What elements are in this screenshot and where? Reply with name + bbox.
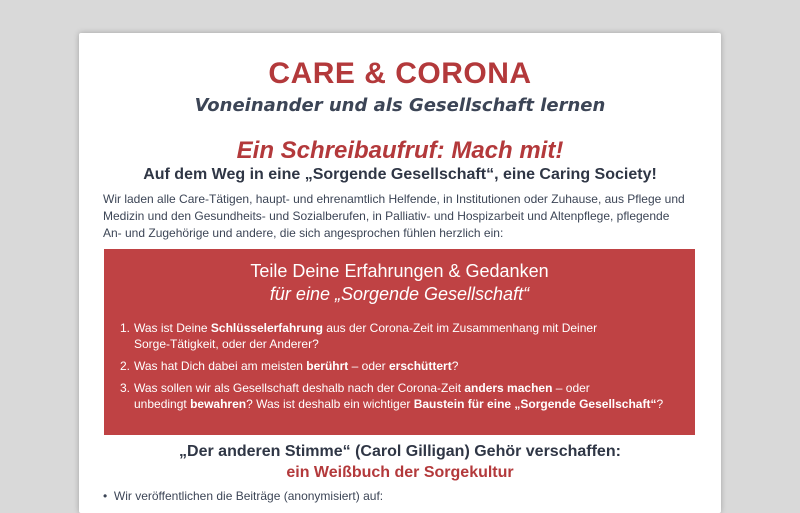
weissbuch-heading: ein Weißbuch der Sorgekultur <box>286 464 514 481</box>
document-page <box>79 33 721 513</box>
question-emphasis: erschüttert <box>389 359 452 373</box>
call-subtitle: Auf dem Weg in eine „Sorgende Gesellschaft“, eine Caring Society! <box>143 166 657 183</box>
question-number: 2. <box>120 359 131 373</box>
question-fragment: Sorge-Tätigkeit, oder der Anderer? <box>134 337 319 351</box>
question-text <box>134 380 663 412</box>
question-fragment: – oder <box>348 359 389 373</box>
intro-line: Wir laden alle Care-Tätigen, haupt- und ehrenamtlich Helfende, in Institutionen oder Zuhause, aus Pflege und <box>103 192 685 206</box>
intro-line: An- und Zugehörige und andere, die sich angesprochen fühlen herzlich ein: <box>103 226 504 240</box>
question-fragment: aus der Corona-Zeit im Zusammenhang mit Deiner <box>322 321 598 335</box>
box-title: Teile Deine Erfahrungen & Gedanken <box>250 261 549 281</box>
main-subtitle: Voneinander und als Gesellschaft lernen <box>194 95 606 116</box>
question-text <box>134 320 597 352</box>
question-item <box>120 380 679 412</box>
intro-line: Medizin und den Gesundheits- und Sozialberufen, in Palliativ- und Hospizarbeit und Altenpflege, pflegende <box>103 209 670 223</box>
question-item <box>120 358 679 374</box>
question-fragment: Was ist Deine <box>134 321 211 335</box>
question-number: 1. <box>120 321 131 335</box>
question-fragment: ? <box>451 359 459 373</box>
question-emphasis: anders machen <box>464 381 553 395</box>
publication-bullet <box>103 489 383 503</box>
question-list <box>120 320 679 418</box>
question-item <box>120 320 679 352</box>
bullet-glyph: • <box>103 489 108 503</box>
call-title: Ein Schreibaufruf: Mach mit! <box>236 137 564 164</box>
intro-paragraph <box>103 191 697 242</box>
question-fragment: ? Was ist deshalb ein wichtiger <box>246 397 414 411</box>
gilligan-heading: „Der anderen Stimme“ (Carol Gilligan) Gehör verschaffen: <box>179 443 621 460</box>
questions-box <box>104 249 695 435</box>
question-emphasis: berührt <box>306 359 349 373</box>
main-title: CARE & CORONA <box>268 57 532 90</box>
question-fragment: unbedingt <box>134 397 191 411</box>
question-text <box>134 358 458 374</box>
question-emphasis: bewahren <box>190 397 247 411</box>
question-fragment: Was hat Dich dabei am meisten <box>134 359 307 373</box>
publication-text: Wir veröffentlichen die Beiträge (anonymisiert) auf: <box>113 489 384 503</box>
question-emphasis: Schlüsselerfahrung <box>210 321 323 335</box>
box-subtitle: für eine „Sorgende Gesellschaft“ <box>269 284 530 304</box>
question-fragment: – oder <box>552 381 590 395</box>
question-number: 3. <box>120 381 131 395</box>
question-emphasis: Baustein für eine „Sorgende Gesellschaft“ <box>413 397 657 411</box>
question-fragment: Was sollen wir als Gesellschaft deshalb nach der Corona-Zeit <box>134 381 465 395</box>
question-fragment: ? <box>656 397 664 411</box>
